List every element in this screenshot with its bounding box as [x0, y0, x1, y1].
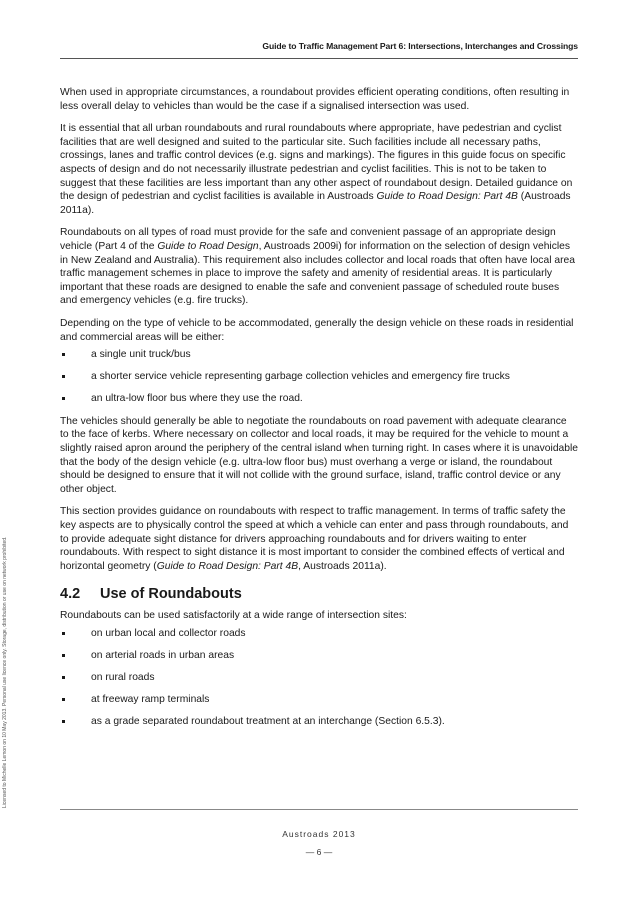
list-item: a shorter service vehicle representing garbage collection vehicles and emergency fire trucks: [60, 370, 578, 384]
paragraph-text: , Austroads 2011a).: [298, 560, 387, 572]
vehicle-type-list: [60, 348, 578, 406]
paragraph-text: It is essential that all urban roundabouts and rural roundabouts where appropriate, have pedestrian and cyclist facilities that are well designed and suited to the particular site. Such facilities include all necessary paths, crossings, lanes and traffic control devices (e.g. signs and markings). The figures in this guide focus on specific aspects of design and do not necessarily illustrate pedestrian and cyclist facilities. This is not to be taken to suggest that these facilities are less important than any other aspect of roundabout design. Detailed guidance on the design of pedestrian and cyclist facilities is available in Austroads: [60, 123, 573, 203]
section-heading: [60, 585, 578, 603]
paragraph-efficiency: When used in appropriate circumstances, a roundabout provides efficient operating conditions, often resulting in less overall delay to vehicles than would be the case if a signalised intersection was used.: [60, 87, 570, 112]
section-number: 4.2: [60, 586, 81, 603]
paragraph-text: , Austroads 2009i) for information on the selection of design vehicles in New Zealand and Australia). This requirement also includes collector and local roads that often have local area traffic management schemes in place to improve the safety and amenity of residential areas. It is particularly important that these roads are designed to enable the safe and convenient passage of scheduled route buses and emergency vehicles (e.g. fire trucks).: [60, 240, 575, 307]
paragraph-pedestrian-cyclist: [60, 122, 578, 217]
paragraph-vehicle-types: Depending on the type of vehicle to be accommodated, generally the design vehicle on these roads in residential and commercial areas will be either:: [60, 317, 574, 343]
paragraph-design-vehicle: [60, 226, 578, 308]
paragraph-text: This section provides guidance on roundabouts with respect to traffic management. In terms of traffic safety the key aspects are to physically control the speed at which a vehicle can enter and pass through roundabouts, and to provide adequate sight distance for drivers approaching roundabouts and for drivers waiting to enter roundabouts. With respect to sight distance it is most important to consider the combined effects of vertical and horizontal geometry (: [60, 506, 569, 572]
page-number: — 6 —: [305, 847, 333, 857]
list-item: on urban local and collector roads: [60, 627, 578, 641]
intersection-site-list: [60, 627, 578, 729]
list-item: on arterial roads in urban areas: [60, 649, 578, 663]
page-body: [60, 86, 578, 738]
header-divider: [60, 58, 578, 59]
reference-title: Guide to Road Design: [157, 240, 259, 252]
running-header: Guide to Traffic Management Part 6: Intersections, Interchanges and Crossings: [262, 41, 578, 51]
reference-title: Guide to Road Design: Part 4B: [156, 560, 299, 572]
list-item: on rural roads: [60, 671, 578, 685]
paragraph-traffic-management: [60, 505, 578, 573]
licence-side-note: Licensed to Michelle Lemon on 10 May 2013. Personal use licence only. Storage, distribution or use on network prohibited.: [2, 536, 8, 808]
footer-divider: [60, 809, 578, 810]
reference-title: Guide to Road Design: Part 4B: [376, 191, 518, 203]
footer-publisher: Austroads 2013: [282, 829, 356, 839]
paragraph-text: (Austroads 2011a).: [60, 191, 571, 216]
section-title: Use of Roundabouts: [100, 586, 242, 603]
paragraph-text: Roundabouts on all types of road must provide for the safe and convenient passage of an appropriate design vehicle (Part 4 of the: [60, 227, 556, 252]
list-item: at freeway ramp terminals: [60, 693, 578, 707]
paragraph-negotiation: The vehicles should generally be able to negotiate the roundabouts on road pavement with adequate clearance to the face of kerbs. Where necessary on collector and local roads, it may be required for the vehicle to mount a slightly raised apron around the periphery of the central island when turning right. In cases where it is unavoidable that the body of the design vehicle (e.g. ultra-low floor bus) must overhang a verge or island, the roundabout should be designed to ensure that it will not collide with the ground surface, island, traffic control device or any other object.: [60, 415, 579, 495]
list-item: as a grade separated roundabout treatment at an interchange (Section 6.5.3).: [60, 715, 578, 729]
list-item: an ultra-low floor bus where they use the road.: [60, 392, 578, 406]
paragraph-section-intro: Roundabouts can be used satisfactorily at a wide range of intersection sites:: [60, 610, 407, 622]
list-item: a single unit truck/bus: [60, 348, 578, 362]
